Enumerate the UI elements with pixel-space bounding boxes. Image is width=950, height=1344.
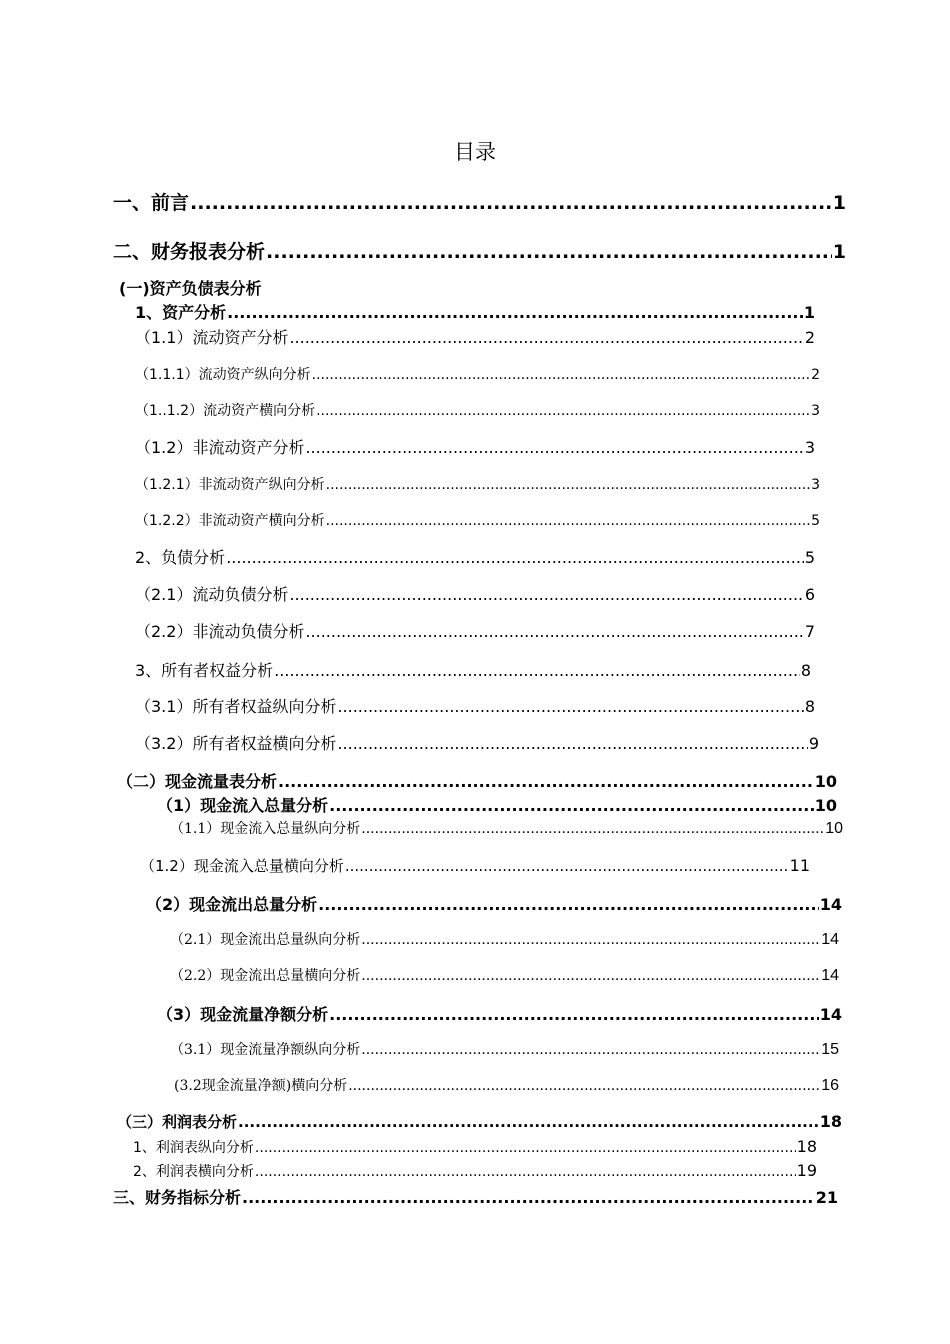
toc-entry-page: 3 [811,403,820,419]
toc-entry-income-vertical[interactable] [133,1137,817,1157]
toc-entry-label: 一、前言 [113,192,190,214]
toc-entry-equity-vertical[interactable] [135,694,815,717]
toc-entry-current-assets-vertical[interactable] [135,364,820,384]
dot-leader [348,1078,820,1094]
toc-entry-label: （2.2）非流动负债分析 [135,622,305,641]
toc-entry-page: 7 [804,622,815,641]
toc-entry-noncurrent-assets-horizontal[interactable] [135,510,820,530]
dot-leader [305,622,803,641]
toc-entry-financial-indicators[interactable] [113,1185,838,1208]
toc-entry-page: 10 [814,772,837,791]
toc-entry-page: 6 [804,585,815,604]
toc-entry-page: 1 [832,241,846,263]
toc-entry-page: 8 [800,661,811,680]
toc-entry-page: 14 [821,967,839,984]
toc-entry-label: （1.2.1）非流动资产纵向分析 [135,477,325,493]
toc-entry-current-liabilities[interactable] [135,582,815,605]
toc-entry-cash-inflow[interactable] [157,793,837,816]
dot-leader [312,367,810,383]
dot-leader [329,796,814,815]
dot-leader [329,1005,819,1024]
toc-entry-page: 18 [819,1112,842,1131]
toc-entry-noncurrent-liabilities[interactable] [135,619,815,642]
dot-leader [337,697,803,716]
toc-entry-label: 二、财务报表分析 [113,241,266,263]
toc-entry-cash-outflow[interactable] [146,892,842,915]
toc-entry-current-assets[interactable] [135,325,815,348]
toc-entry-label: （1.2）非流动资产分析 [135,438,305,457]
toc-entry-page: 2 [811,367,820,383]
toc-entry-cash-outflow-vertical[interactable] [170,929,839,949]
dot-leader [316,403,810,419]
toc-entry-label: （1.1）现金流入总量纵向分析 [170,821,361,837]
dot-leader [226,548,804,567]
dot-leader [361,932,820,948]
toc-entry-page: 11 [789,856,810,875]
toc-entry-page: 21 [815,1188,838,1207]
toc-entry-label: 1、利润表纵向分析 [133,1140,254,1156]
toc-entry-financial-statements[interactable] [113,237,846,264]
dot-leader [289,328,803,347]
dot-leader [337,734,807,753]
toc-entry-page: 5 [811,513,820,529]
toc-entry-label: （三）利润表分析 [117,1113,238,1131]
toc-title: 目录 [454,140,496,164]
dot-leader [326,513,810,529]
dot-leader [227,303,803,322]
toc-entry-page: 16 [821,1077,839,1094]
toc-entry-noncurrent-assets[interactable] [135,435,815,458]
toc-entry-page: 10 [814,796,837,815]
toc-entry-label: （1.2.2）非流动资产横向分析 [135,513,325,529]
toc-entry-income-statement[interactable] [117,1111,842,1132]
toc-entry-label: （1.2）现金流入总量横向分析 [140,857,344,875]
toc-entry-page: 5 [804,548,815,567]
toc-entry-current-assets-horizontal[interactable] [135,400,820,420]
toc-entry-label: （3.2）所有者权益横向分析 [135,734,337,753]
toc-entry-balance-sheet[interactable] [119,276,262,299]
dot-leader [361,821,824,837]
dot-leader [255,1164,796,1180]
toc-entry-label: （3.1）所有者权益纵向分析 [135,697,337,716]
toc-entry-label: 2、负债分析 [135,548,226,567]
toc-entry-page: 15 [821,1041,839,1058]
toc-entry-page: 3 [804,438,815,457]
toc-entry-label: （1）现金流入总量分析 [157,796,329,815]
dot-leader [238,1113,819,1131]
toc-entry-net-cash-flow[interactable] [157,1002,842,1025]
toc-entry-label: （3）现金流量净额分析 [157,1005,329,1024]
toc-entry-label: 2、利润表横向分析 [133,1164,254,1180]
toc-entry-label: （2.2）现金流出总量横向分析 [170,968,361,984]
toc-entry-label: （1.1.1）流动资产纵向分析 [135,367,311,383]
toc-entry-net-cash-flow-vertical[interactable] [170,1039,839,1059]
toc-entry-income-horizontal[interactable] [133,1161,817,1181]
toc-entry-preface[interactable] [113,188,846,215]
dot-leader [289,585,803,604]
toc-entry-page: 10 [825,820,843,837]
toc-entry-page: 19 [796,1161,817,1180]
dot-leader [266,241,832,263]
toc-entry-label: 3、所有者权益分析 [135,661,274,680]
dot-leader [274,661,800,680]
toc-entry-page: 1 [832,192,846,214]
dot-leader [242,1188,815,1207]
toc-entry-page: 14 [819,895,842,914]
toc-entry-page: 14 [819,1005,842,1024]
toc-entry-assets[interactable] [135,300,815,323]
dot-leader [190,192,832,214]
toc-entry-page: 8 [804,697,815,716]
toc-entry-label: 三、财务指标分析 [113,1188,242,1207]
toc-entry-label: （1..1.2）流动资产横向分析 [135,403,316,419]
toc-entry-label: （2.1）流动负债分析 [135,585,289,604]
toc-entry-label: （1.1）流动资产分析 [135,328,289,347]
toc-entry-cash-inflow-horizontal[interactable] [140,855,810,876]
toc-entry-label: （3.1）现金流量净额纵向分析 [170,1042,361,1058]
toc-entry-net-cash-flow-horizontal[interactable] [174,1075,839,1095]
toc-entry-liabilities[interactable] [135,545,815,568]
toc-entry-noncurrent-assets-vertical[interactable] [135,474,820,494]
dot-leader [361,968,820,984]
toc-entry-cash-outflow-horizontal[interactable] [170,965,839,985]
dot-leader [345,857,789,875]
toc-entry-label: （二）现金流量表分析 [117,772,278,791]
dot-leader [318,895,819,914]
toc-entry-page: 18 [796,1137,817,1156]
dot-leader [278,772,814,791]
toc-entry-page: 1 [803,303,815,322]
dot-leader [361,1042,820,1058]
toc-entry-label: （2.1）现金流出总量纵向分析 [170,932,361,948]
toc-entry-cash-inflow-vertical[interactable] [170,818,843,838]
toc-entry-equity[interactable] [135,658,811,681]
toc-entry-page: 14 [821,931,839,948]
dot-leader [305,438,803,457]
toc-entry-page: 3 [811,477,820,493]
dot-leader [255,1140,796,1156]
toc-entry-cash-flow[interactable] [117,769,837,792]
toc-entry-label: (一)资产负债表分析 [119,279,262,298]
toc-entry-page: 2 [804,328,815,347]
toc-entry-equity-horizontal[interactable] [135,731,819,754]
toc-entry-page: 9 [808,734,819,753]
dot-leader [326,477,810,493]
toc-entry-label: 1、资产分析 [135,303,227,322]
toc-entry-label: （2）现金流出总量分析 [146,895,318,914]
toc-entry-label: (3.2现金流量净额)横向分析 [174,1078,348,1094]
